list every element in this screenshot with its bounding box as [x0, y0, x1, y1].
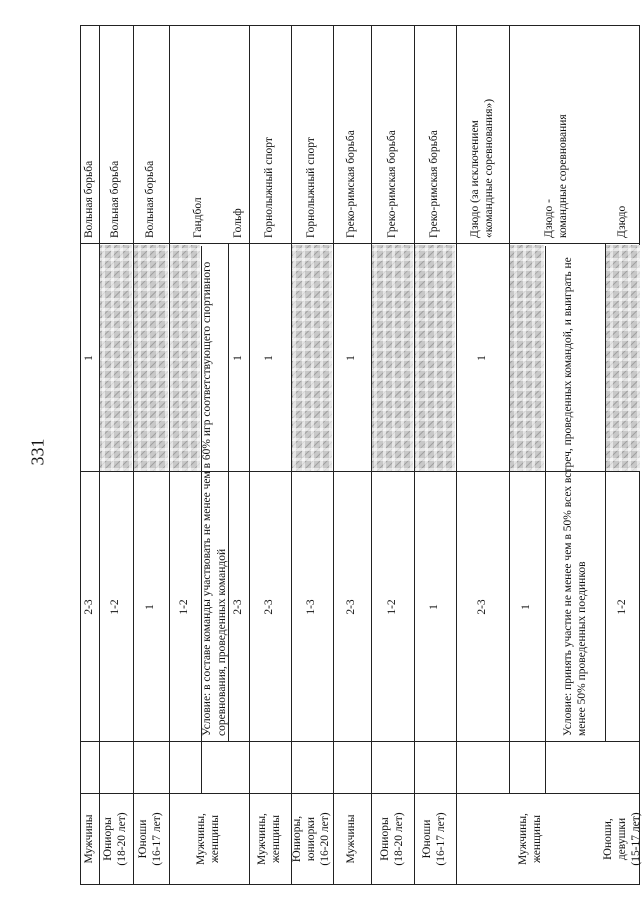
places-range-cell: 1-2 — [178, 599, 191, 615]
age-group-cell: Юноши (16-17 лет) — [137, 812, 163, 866]
sport-cell: Греко-римская борьба — [385, 130, 398, 238]
places-range-cell: 1-2 — [109, 599, 122, 615]
sport-cell: Гандбол — [191, 197, 204, 238]
hatched-cell — [510, 245, 544, 471]
table-row — [602, 26, 642, 884]
table-row — [228, 26, 249, 884]
first-place-cell: 1 — [231, 355, 244, 361]
sport-cell: Дзюдо (за исключением «командные соревнования») — [468, 98, 495, 238]
condition-note: Условие: в составе команды участвовать не менее чем в 60% игр соответствующего спортивного соревнования, проведенных командой — [201, 261, 228, 736]
places-range-cell: 1-2 — [616, 599, 629, 615]
sport-cell: Горнолыжный спорт — [263, 137, 276, 238]
hatched-cell — [134, 245, 168, 471]
first-place-cell: 1 — [83, 355, 96, 361]
places-range-cell: 2-3 — [475, 599, 488, 615]
first-place-cell: 1 — [263, 355, 276, 361]
table-row — [333, 26, 371, 884]
first-place-cell: 1 — [475, 355, 488, 361]
age-group-cell: Юниоры (18-20 лет) — [378, 812, 405, 866]
page-number: 331 — [27, 438, 48, 466]
age-group-cell: Юниоры (18-20 лет) — [102, 812, 128, 866]
table-row — [509, 26, 569, 884]
hatched-cell — [415, 245, 455, 471]
table-row — [456, 26, 543, 884]
hatched-cell — [292, 245, 332, 471]
table-row — [414, 26, 456, 884]
condition-note: Условие: принять участие не менее чем в 50% всех встреч, проведенных командой, и выиграть не менее 50% проведенных поединков — [561, 257, 588, 736]
sport-cell: Греко-римская борьба — [428, 130, 441, 238]
hatched-cell — [170, 245, 200, 471]
sport-cell: Вольная борьба — [83, 160, 96, 238]
places-range-cell: 1 — [428, 604, 441, 610]
table-row — [291, 26, 333, 884]
sports-ranking-table — [80, 25, 640, 885]
age-group-cell: Мужчины — [345, 814, 358, 864]
hatched-cell — [606, 245, 640, 471]
places-range-cell: 1 — [144, 604, 157, 610]
sport-cell: Дзюдо — [616, 205, 629, 238]
sport-cell: Гольф — [231, 208, 244, 238]
sport-cell: Горнолыжный спорт — [305, 137, 318, 238]
age-group-cell: Юноши, девушки (15-17 лет) — [602, 812, 642, 866]
places-range-cell: 1-2 — [385, 599, 398, 615]
first-place-cell: 1 — [345, 355, 358, 361]
table-row — [81, 26, 99, 884]
places-range-cell: 2-3 — [231, 599, 244, 615]
sport-cell: Вольная борьба — [109, 160, 122, 238]
places-range-cell: 1 — [520, 604, 533, 610]
age-group-cell: Мужчины, женщины — [256, 813, 282, 865]
hatched-cell — [100, 245, 132, 471]
table-row — [371, 26, 414, 884]
age-group-cell: Мужчины, женщины — [516, 813, 543, 865]
sport-cell: Греко-римская борьба — [345, 130, 358, 238]
age-group-cell: Мужчины, женщины — [195, 813, 221, 865]
table-row — [133, 26, 169, 884]
hatched-cell — [372, 245, 413, 471]
places-range-cell: 2-3 — [345, 599, 358, 615]
places-range-cell: 2-3 — [83, 599, 96, 615]
age-group-cell: Юноши (16-17 лет) — [421, 812, 447, 866]
age-group-cell: Мужчины — [83, 814, 96, 864]
places-range-cell: 2-3 — [263, 599, 276, 615]
sport-cell: Дзюдо - командные соревнования — [543, 114, 569, 238]
table-row — [249, 26, 291, 884]
age-group-cell: Юниоры, юниорки (16-20 лет) — [291, 812, 331, 866]
places-range-cell: 1-3 — [305, 599, 318, 615]
table-row — [99, 26, 133, 884]
sport-cell: Вольная борьба — [144, 160, 157, 238]
